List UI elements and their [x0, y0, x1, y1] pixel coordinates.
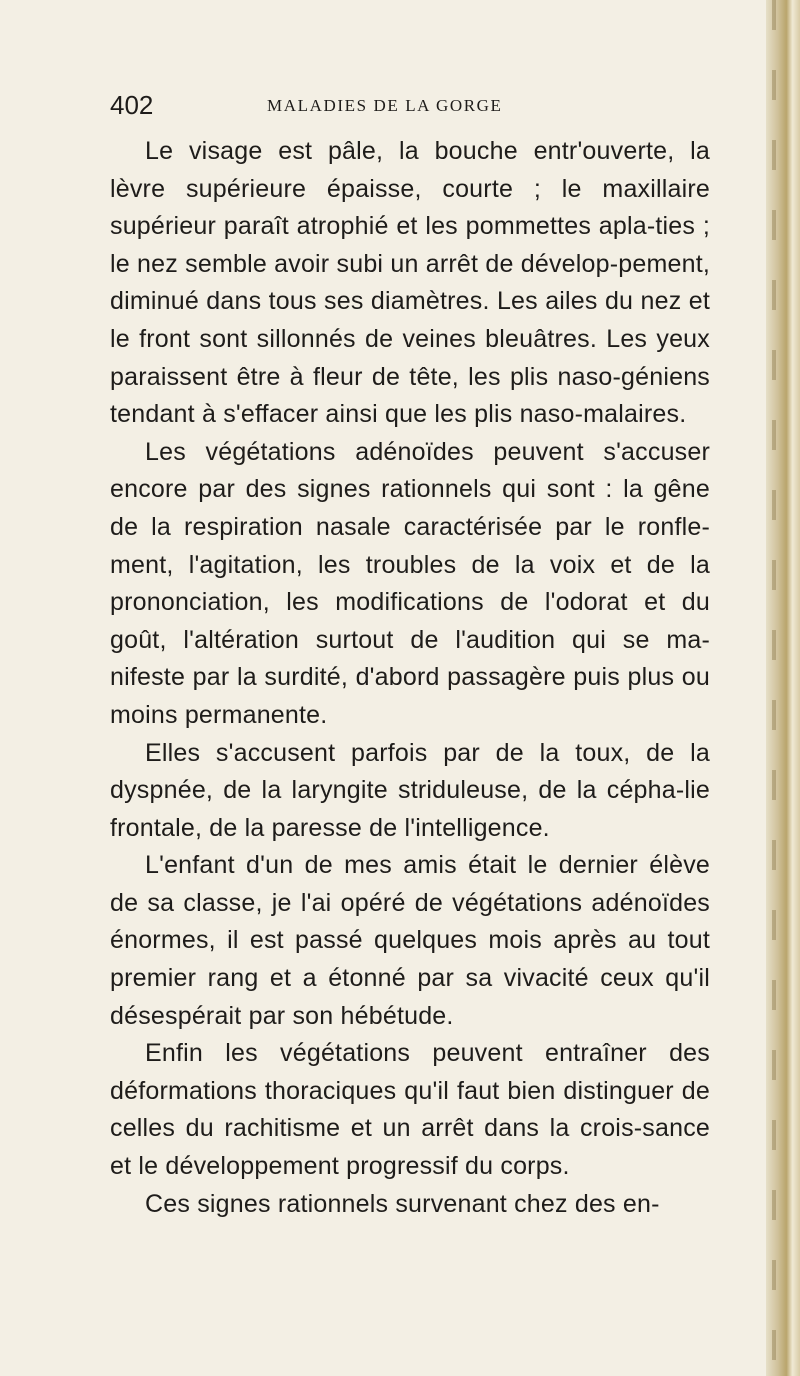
paragraph: L'enfant d'un de mes amis était le dernier élève de sa classe, je l'ai opéré de végétations adénoïdes énormes, il est passé quelques mois après au tout premier rang et a étonné par sa vivacité ceux qu'il désespérait par son hébétude. [110, 851, 710, 1030]
paragraph: Elles s'accusent parfois par de la toux, de la dyspnée, de la laryngite striduleuse, de la cépha-lie frontale, de la paresse de l'intelligence. [110, 738, 710, 842]
paragraph: Enfin les végétations peuvent entraîner des déformations thoraciques qu'il faut bien distinguer de celles du rachitisme et un arrêt dans la crois-sance et le développement progressif du corps. [110, 1039, 710, 1181]
paragraph: Les végétations adénoïdes peuvent s'accuser encore par des signes rationnels qui sont : la gêne de la respiration nasale caractérisée par le ronfle-ment, l'agitation, les troubles de la voix et de la prononciation, les modifications de l'odorat et du goût, l'altération surtout de l'audition qui se ma-nifeste par la surdité, d'abord passagère puis plus ou moins permanente. [110, 437, 710, 729]
running-title: MALADIES DE LA GORGE [267, 96, 503, 115]
page-number: 402 [110, 90, 154, 120]
body-text [110, 133, 710, 1223]
paragraph: Ces signes rationnels survenant chez des en- [145, 1189, 660, 1218]
paragraph: Le visage est pâle, la bouche entr'ouverte, la lèvre supérieure épaisse, courte ; le maxillaire supérieur paraît atrophié et les pommettes apla-ties ; le nez semble avoir subi un arrêt de dévelop-pement, diminué dans tous ses diamètres. Les ailes du nez et le front sont sillonnés de veines bleuâtres. Les yeux paraissent être à fleur de tête, les plis naso-géniens tendant à s'effacer ainsi que les plis naso-malaires. [110, 137, 710, 429]
page-header [110, 88, 710, 122]
page-edge [766, 0, 800, 1376]
